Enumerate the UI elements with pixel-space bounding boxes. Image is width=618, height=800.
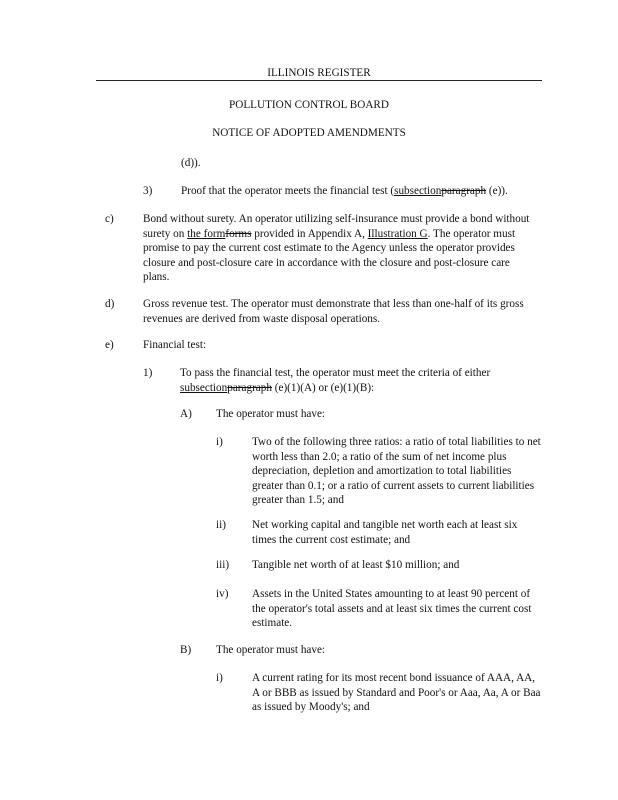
subsection-A-text: The operator must have: [216, 408, 326, 420]
A-item-label: i) [216, 436, 223, 448]
inserted-text: Illustration G [367, 227, 428, 240]
section-d-label: d) [105, 298, 115, 310]
A-item-label: iv) [216, 588, 229, 600]
section-e-label: e) [105, 339, 114, 351]
inserted-text: the form [187, 227, 226, 240]
subsection-B-text: The operator must have: [216, 644, 326, 656]
deleted-text: paragraph [227, 381, 272, 394]
B-item-label: i) [216, 672, 223, 684]
A-item-text: Two of the following three ratios: a ratio of total liabilities to net worth less than 2.0; a ratio of the sum of net income plus depreciation, depletion and amortization to total liabilities greater than 0.1; or a ratio of current assets to current liabilities greater than 1.5; and [252, 436, 541, 506]
A-item-text: Assets in the United States amounting to at least 90 percent of the operator's total assets and at least six times the current cost estimate. [252, 588, 532, 629]
B-item-text: A current rating for its most recent bond issuance of AAA, AA, A or BBB as issued by Standard and Poor's or Aaa, Aa, A or Baa as issued by Moody's; and [252, 672, 541, 713]
deleted-text: paragraph [441, 185, 487, 197]
e1-label: 1) [143, 367, 153, 379]
section-e-text: Financial test: [143, 339, 207, 351]
section-c-text: Bond without surety. An operator utilizing self-insurance must provide a bond without surety on the formforms provided in Appendix A, Illustration G. The operator must promise to pay the current cost estimate to the Agency unless the operator provides closure and post-closure care in accordance with the closure and post-closure care plans. [143, 213, 530, 283]
item-3-label: 3) [143, 185, 153, 197]
subsection-A-label: A) [180, 408, 192, 420]
continuation-text: (d)). [181, 157, 201, 169]
section-d-text: Gross revenue test. The operator must demonstrate that less than one-half of its gross revenues are derived from waste disposal operations. [143, 298, 524, 325]
subsection-B-label: B) [180, 644, 192, 656]
section-c-label: c) [105, 213, 114, 225]
register-title: ILLINOIS REGISTER [267, 67, 371, 79]
A-item-text: Tangible net worth of at least $10 million; and [252, 559, 460, 571]
inserted-text: subsection [394, 185, 442, 197]
notice-title: NOTICE OF ADOPTED AMENDMENTS [212, 127, 406, 139]
e1-text: To pass the financial test, the operator must meet the criteria of either subsectionparagraph (e)(1)(A) or (e)(1)(B): [180, 367, 491, 394]
A-item-label: ii) [216, 519, 226, 531]
inserted-text: subsection [180, 381, 228, 394]
A-item-text: Net working capital and tangible net worth each at least six times the current cost estimate; and [252, 519, 518, 546]
deleted-text: forms [225, 227, 252, 240]
board-title: POLLUTION CONTROL BOARD [229, 99, 389, 111]
A-item-label: iii) [216, 559, 230, 571]
item-3-text: Proof that the operator meets the financial test (subsectionparagraph (e)). [181, 185, 508, 197]
